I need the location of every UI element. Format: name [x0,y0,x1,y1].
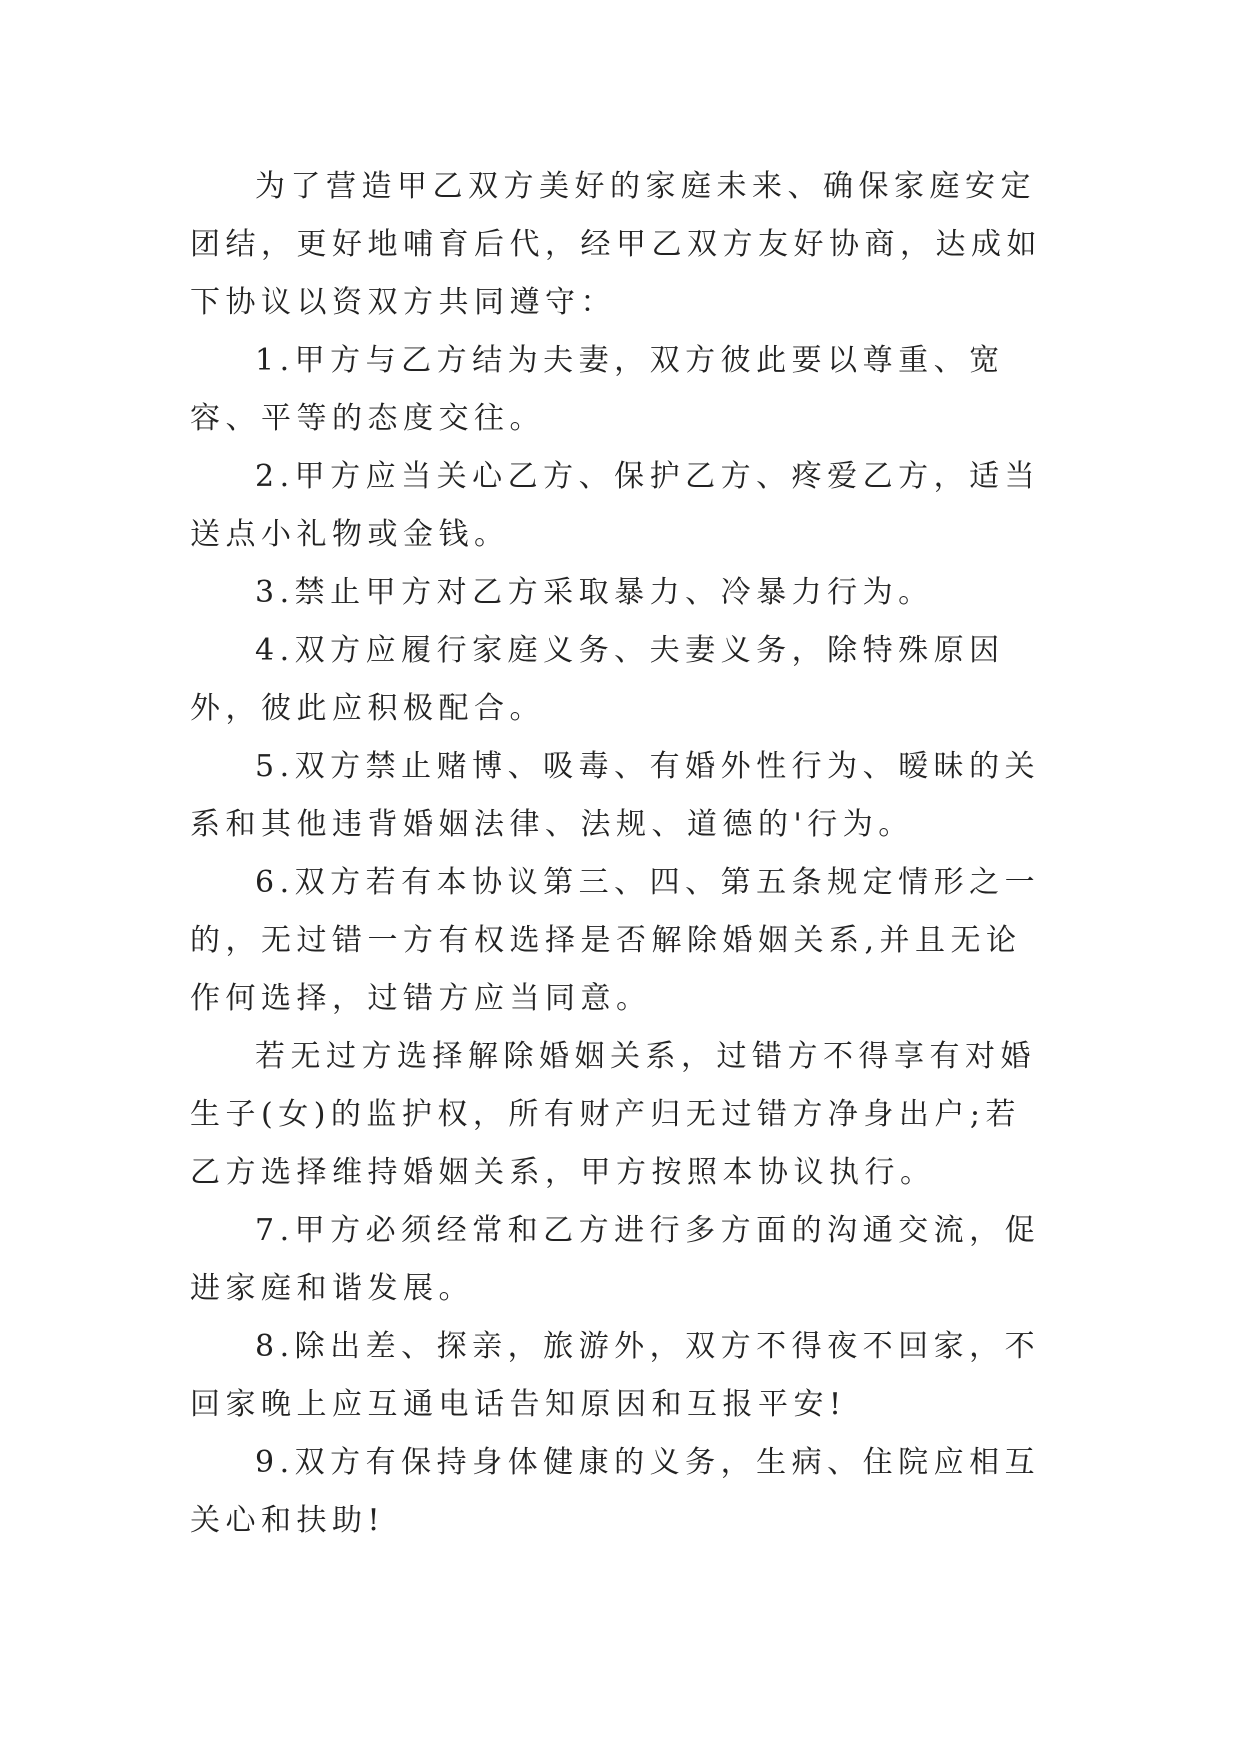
paragraph-clause-6: 6.双方若有本协议第三、四、第五条规定情形之一的，无过错一方有权选择是否解除婚姻关系,并且无论作何选择，过错方应当同意。 [190,865,1041,1016]
paragraph-clause-3: 3.禁止甲方对乙方采取暴力、冷暴力行为。 [255,575,934,610]
paragraph-clause-6-supplement: 若无过方选择解除婚姻关系，过错方不得享有对婚生子(女)的监护权，所有财产归无过错方净身出户;若乙方选择维持婚姻关系，甲方按照本协议执行。 [190,1039,1036,1190]
paragraph-clause-1: 1.甲方与乙方结为夫妻，双方彼此要以尊重、宽容、平等的态度交往。 [190,343,1005,436]
paragraph-clause-9: 9.双方有保持身体健康的义务，生病、住院应相互关心和扶助! [190,1445,1041,1538]
paragraph-clause-5: 5.双方禁止赌博、吸毒、有婚外性行为、暧昧的关系和其他违背婚姻法律、法规、道德的'行为。 [190,749,1041,842]
document-body [190,158,1052,1550]
paragraph-clause-4: 4.双方应履行家庭义务、夫妻义务，除特殊原因外，彼此应积极配合。 [190,633,1005,726]
paragraph-clause-2: 2.甲方应当关心乙方、保护乙方、疼爱乙方，适当送点小礼物或金钱。 [190,459,1041,552]
paragraph-preamble: 为了营造甲乙双方美好的家庭未来、确保家庭安定团结，更好地哺育后代，经甲乙双方友好协商，达成如下协议以资双方共同遵守： [190,169,1042,320]
paragraph-clause-7: 7.甲方必须经常和乙方进行多方面的沟通交流，促进家庭和谐发展。 [190,1213,1041,1306]
paragraph-clause-8: 8.除出差、探亲，旅游外，双方不得夜不回家，不回家晚上应互通电话告知原因和互报平安! [190,1329,1041,1422]
